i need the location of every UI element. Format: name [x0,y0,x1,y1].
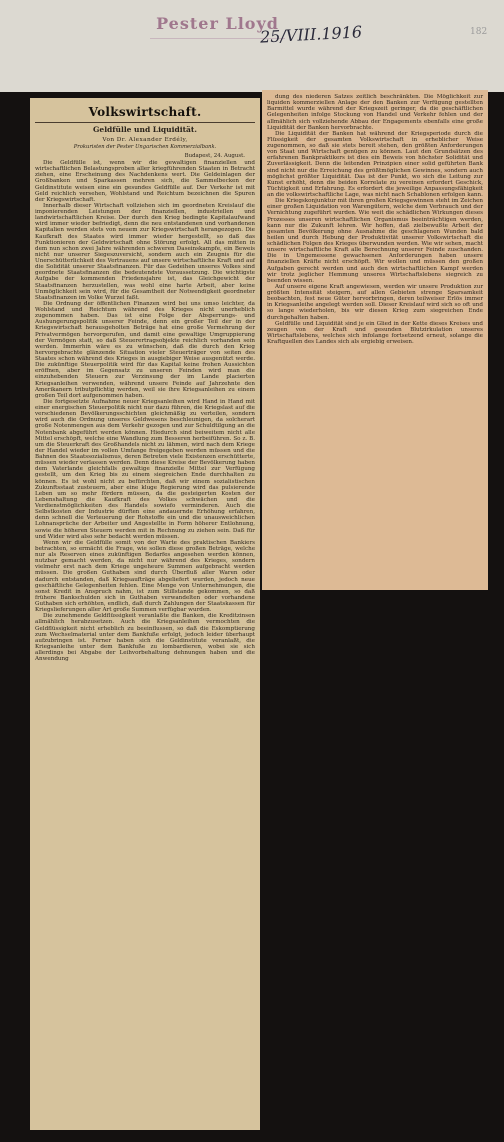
paragraph: Die Geldfülle ist, wenn wir die gewaltigen finanziellen und wirtschaftlichen Belastungsproben aller kriegführenden Staaten in Betracht ziehen, eine Erscheinung des Nachdenkens wert. Die Geldeinlagen der Großbanken und Sparkassen mehren sich, die Sammelbecken der Geldinstitute weisen eine ein gesundes Geldfülle auf. Der Verkehr ist mit Geld reichlich versehen, Wohlstand und Reichtum bezeichnen die Spuren der Kriegswirtschaft. [35,160,255,203]
paragraph: Wenn wir die Geldfülle somit von der Warte des praktischen Bankiers betrachten, so ermächt die Frage, wie sollen diese großen Beträge, welche nur als Reserven eines zukünftigen Bedarfes angesehen werden können, nutzbar gemacht werden, da nicht nur während des Krieges, sondern vielmehr erst nach dem Kriege ungeheure Summen aufgebracht werden müssen. Die großen Guthaben sind durch Überfluß aller Waren oder dadurch entstanden, daß Kriegsaufträge abgeliefert wurden, jedoch neue geschäftliche Gelegenheiten fehlen. Eine Menge von Unternehmungen, die sonst Kredit in Anspruch nahm, ist zum Stillstande gekommen, so daß frühere Bankschulden sich in Guthaben verwandelten oder vorhandene Guthaben sich erhöhten, endlich, daß durch Zahlungen der Staatskassen für Kriegslieferungen aller Art große Summen verfügbar wurden. [35,539,255,614]
page-number: 182 [470,27,488,37]
divider [35,122,255,123]
section-heading: Volkswirtschaft. [88,105,202,119]
scan-edge [0,1130,504,1142]
paragraph: Die Ordnung der öffentlichen Finanzen wird bei uns umso leichter, da Wohlstand und Reichtum während des Krieges nicht unerheblich zugenommen haben. Das ist eine Folge der Absperrungs- und Aushungerungspolitik unserer Feinde, denn ein großer Teil der in der Kriegswirtschaft herausgeholten Beträge hat eine große Vermehrung der Privatvermögen hervorgerufen, und damit eine gewaltige Umgruppierung der Vermögen statt, so daß Steuerertragsobjekte reichlich vorhanden sein werden. Immerhin wäre es zu wünschen, daß die durch den Krieg hervorgebrachte glänzende Situation vieler Steuerträger von seiten des Staates schon während des Krieges in ausgiebiger Weise ausgenützt werde. Die zukünftige Steuerpolitik wird für das Kapital keine frohen Aussichten eröffnen, aber im Gegensatz zu unseren Feinden wird man die einzuhebenden Steuern zur Verzinsung der im Lande placierten Kriegsanleihen verwenden, während unsere Feinde auf Jahrzehnte den Amerikanern tributpflichtig werden, weil sie ihre Kriegsanleihen zu einem großen Teil dort aufgenommen haben. [35,300,255,399]
article-title: Geldfülle und Liquidität. [93,125,197,134]
handwritten-date: 25/VIII.1916 [259,22,363,47]
paragraph: Die zunehmende Geldflüssigkeit veranlaßte die Banken, die Kreditzinsen allmählich herabzusetzen. Auch die Kriegsanleihen vermochten die Geldflüssigkeit nicht erheblich zu beeinflussen, so daß die Eskomptierung zum Wechselmaterial unter dem Bankfuße erfolgt, jedoch leider überhaupt aufzubringen ist. Ferner haben sich die Geldinstitute veranlaßt, die Kriegsanleihe unter dem Bankfuße zu lombardieren, wobei sie sich allerdings bei Abgabe der Leihvorbehaltung dehnungen haben und die Anwendung [35,613,255,663]
paragraph: Die fortgesetzte Aufnahme neuer Kriegsanleihen wird Hand in Hand mit einer energischen Steuerpolitik nicht nur dazu führen, die Kriegslast auf die verschiedenen Bevölkerungsschichten gleichmäßig zu verteilen, sondern wird auch die Ordnung unseres Geldwesens beschleunigen, da solcherart große Notenmengen aus dem Verkehr gezogen und zur Schuldtilgung an die Notenbank abgeführt werden können. Hiedurch sind beiweitem nicht alle Mittel erschöpft, welche eine Wandlung zum Besseren herbeiführen. So z. B. um die Steuerkraft des Großhandels nicht zu lähmen, wird nach dem Kriege der Handel wieder im vollen Umfange freigegeben werden müssen und die Bahnen des Staatssozialismus, deren Betreten viele Existenzen erschütterte, müssen wieder verlassen werden. Denn diese Kreise der Bevölkerung haben dem Vaterlande gleichfalls gewaltige finanzielle Mittel zur Verfügung gestellt, um den Krieg bis zu einem siegreichen Ende durchhalten zu können. Es ist wohl nicht zu befürchten, daß wir einem sozialistischen Zukunftsstaat zusteuern, aber eine kluge Regierung wird das pulsierende Leben um so mehr fördern müssen, da die gesteigerten Kosten der Lebenshaltung die Kaufkraft des Volkes schwächen und die Verdienstmöglichkeiten des Handels sowiefo verminderen. Auch die Selbstkosten der Industrie dürften eine andauernde Erhöhung erfahren, denn schnell die Verteuerung der Rohstoffe ein und die unausweichlichen Lohnansprüche der Arbeiter und Angestellte in Form höherer Entlohnung, sowie die höheren Steuern werden mit in Rechnung zu ziehen sein. Daß für und Wider wird also sehr bedacht werden müssen. [35,398,255,540]
paragraph: Innerhalb dieser Wirtschaft vollziehen sich im geordneten Kreislauf die imponierenden Leistungen der finanziellen, industriellen und landwirtschaftlichen Kreise. Der durch den Krieg bedingte Kapitalaufwand wird immer wieder befriedigt, denn die neu entstandenen und vorhandenen Kapitalien werden stets von neuem zur Kriegswirtschaft herangezogen. Die Kaufkraft des Staates wird immer wieder hergestellt, so daß das Funktionieren der Geldwirtschaft ohne Störung erfolgt. All das mitten in dem nun schon zwei Jahre währenden schweren Daseinskampfe, ein Beweis nicht nur unserer Siegeszuversicht, sondern auch ein Zeugnis für die Unerschütterlichkeit des Vertrauens auf unsere wirtschaftliche Kraft und auf die Solidität unserer Staatsfinanzen. Für das Gedeihen unseres Volkes sind geordnete Staatsfinanzen die bedeutendste Voraussetzung. Die wichtigste Aufgabe der kommenden Friedensjahre ist, das Gleichgewicht der Staatsfinanzen herzustellen, was wohl eine harte Arbeit, aber keine Unmöglichkeit sein wird, für die Gesamtheit der Notwendigkeit geordneter Staatsfinanzen im Volke Wurzel faßt. [35,202,255,301]
author-affiliation: Prokuristen der Pester Ungarischen Kommerzialbank. [73,144,217,150]
article-header [35,104,255,151]
article-body-left [35,160,255,662]
article-body-right [267,94,483,345]
article-author: Von Dr. Alexander Erdély, [102,137,188,143]
publication-stamp: Pester Lloyd [150,10,285,39]
article-column-left [30,98,260,1138]
paragraph: Geldfülle und Liquidität sind je ein Glied in der Kette dieses Kreises und zeugen von der Kraft und gesunden Blutzirkulation unseres Wirtschaftslebens, welches sich infolange fortsetzend erneut, solange die Kraftquellen des Landes sich als ergiebig erweisen. [267,320,483,345]
paragraph: Auf unsere eigene Kraft angewiesen, werden wir unsere Produktion zur größten Intensität steigern, auf allen Gebieten strenge Sparsamkeit beobachten, fest neue Güter hervorbringen, deren teilweiser Erlös immer in Kriegsanleihe angelegt werden soll. Dieser Kreislauf wird sich so oft und so lange wiederholen, bis wir diesen Krieg zum siegreichen Ende durchgehalten haben. [267,283,483,321]
dateline: Budapest, 24. August. [184,153,245,159]
paragraph: Die Kriegskonjunktur mit ihren großen Kriegsgewinnen steht im Zeichen einer großen Liquidation von Warengütern, welche dem Verbrauch und der Vernichtung zugeführt wurden. Wie weit die schädlichen Wirkungen dieses Prozesses unseren wirtschaftlichen Organismus beeinträchtigen werden, kann nur die Zukunft lehren. Wir hoffen, daß zielbewußte Arbeit der gesamten Bevölkerung ohne Ausnahme die geschlagenen Wunden bald heilen und durch Hebung der Produktivität unserer Volkswirtschaft die schädlichen Folgen des Krieges überwunden werden. Wie wir sehen, macht unsere wirtschaftliche Kraft alle Berechnung unserer Feinde zuschanden. Die in Ungemessene gewachsenen Anforderungen haben unsere finanziellen Kräfte nicht erschöpft. Wir wollen und müssen den großen Aufgaben gerecht werden und auch den wirtschaftlichen Kampf werden wir trotz jeglicher Hemmung unseres Wirtschaftslebens siegreich zu beenden wissen. [267,198,484,284]
paragraph: Die Liquidität der Banken hat während der Kriegsperiode durch die Flüssigkeit der gesamten Volkswirtschaft in erheblicher Weise zugenommen, so daß sie stets bereit stehen, den größten Anforderungen von Staat und Wirtschaft genügen zu können. Laut den Grundsätzen des erfahrenen Bankpraktikers ist dies ein Beweis von höchster Solidität und Zuverlässigkeit. Denn die leitenden Prinzipien einer solid geführten Bank sind nicht nur die Erreichung des größtmöglichen Gewinnes, sondern auch möglichst größter Liquidität. Das ist der Punkt, wo sich die Leitung zur Kunst erhöht, denn die beiden Korrelate zu vereinen erfordert Geschick, Tüchtigkeit und Erfahrung. Es erfordert die jeweilige Anpassungsfähigkeit an die volkswirtschaftliche Lage, was nicht nach Schablonen erfolgen kann. [267,130,483,198]
article-column-right [262,90,488,590]
paragraph: dung des niederen Satzes zeitlich beschränkten. Die Möglichkeit zur liquiden kommerziellen Anlage der den Banken zur Verfügung gestellten Barmittel wurde während der Kriegszeit geringer, da die geschäftlichen Gelegenheiten infolge Stockung von Handel und Verkehr fehlen und der allmählich sich vollziehende Abbau der Engagements ebenfalls eine große Liquidität der Banken hervorbrachte. [267,94,483,131]
